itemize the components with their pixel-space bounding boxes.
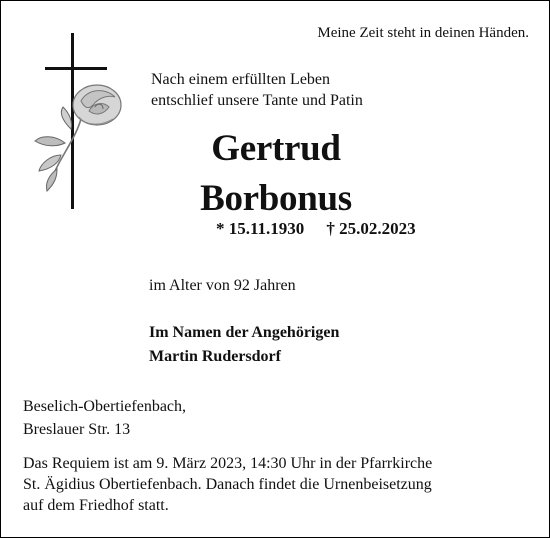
life-dates <box>216 219 416 239</box>
motto: Meine Zeit steht in deinen Händen. <box>317 25 529 41</box>
address-line: Beselich-Obertiefenbach, <box>23 398 187 415</box>
intro-text <box>151 69 363 111</box>
requiem-line: St. Ägidius Obertiefenbach. Danach findet die Urnenbeisetzung <box>23 476 432 493</box>
intro-line: Nach einem erfüllten Leben <box>151 71 331 88</box>
address-line: Breslauer Str. 13 <box>23 421 131 438</box>
deceased-last-name: Borbonus <box>200 178 352 219</box>
address <box>23 395 186 441</box>
death-date: † 25.02.2023 <box>326 219 416 238</box>
deceased-first-name: Gertrud <box>211 128 341 169</box>
age-text: im Alter von 92 Jahren <box>149 277 296 294</box>
signatory-line: Im Namen der Angehörigen <box>149 324 340 341</box>
requiem-info <box>23 453 432 516</box>
requiem-line: auf dem Friedhof statt. <box>23 497 169 514</box>
birth-date: * 15.11.1930 <box>216 219 305 238</box>
signatory-name: Martin Rudersdorf <box>149 348 281 365</box>
requiem-line: Das Requiem ist am 9. März 2023, 14:30 Uhr in der Pfarrkirche <box>23 455 433 472</box>
signatory <box>149 321 339 369</box>
intro-line: entschlief unsere Tante und Patin <box>151 92 363 109</box>
